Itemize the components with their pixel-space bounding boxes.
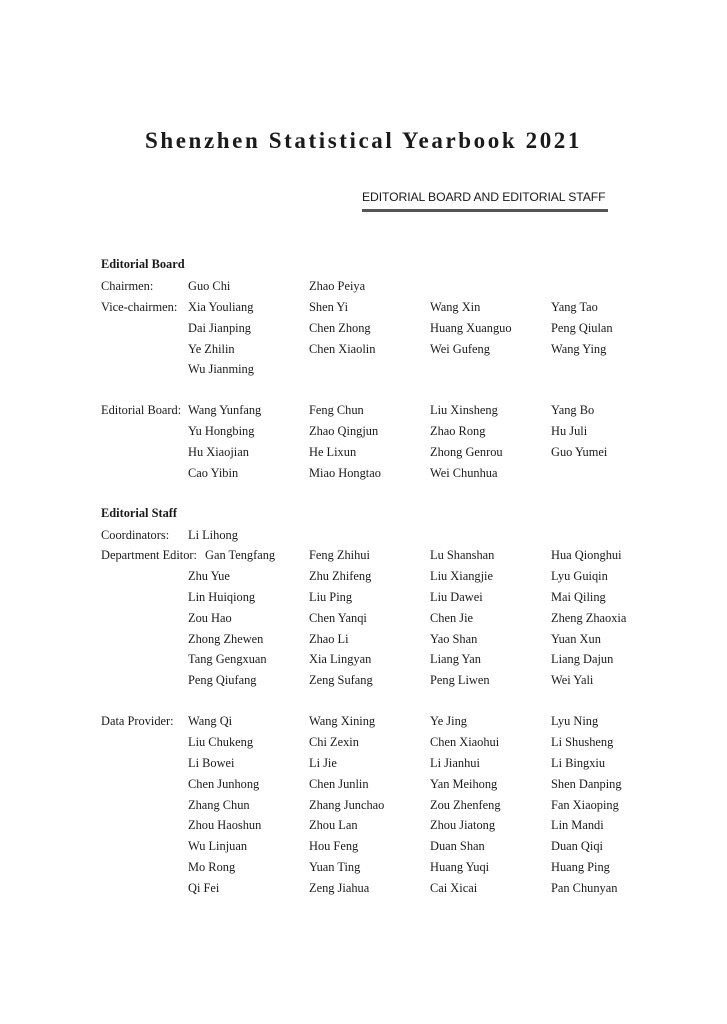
department-editor-name: Gan Tengfang [205,548,276,562]
editorial-board-row [0,424,727,444]
chairmen-label: Chairmen: [101,279,154,293]
board-member-name: Feng Chun [309,403,364,417]
page-subtitle: EDITORIAL BOARD AND EDITORIAL STAFF [362,190,606,204]
data-provider-name: Huang Yuqi [430,860,490,874]
department-editor-name: Zou Hao [188,611,232,625]
data-provider-name: Zhang Junchao [309,798,385,812]
data-provider-row [0,756,727,776]
vice-chairmen-row [0,300,727,320]
department-editor-row [0,673,727,693]
vice-chairman-name: Chen Xiaolin [309,342,376,356]
vice-chairman-name: Shen Yi [309,300,349,314]
data-provider-name: Lin Mandi [551,818,604,832]
department-editor-row [0,652,727,672]
vice-chairman-name: Wang Ying [551,342,607,356]
board-member-name: Yang Bo [551,403,595,417]
board-member-name: Miao Hongtao [309,466,381,480]
department-editor-name: Liu Dawei [430,590,483,604]
data-provider-row [0,839,727,859]
department-editor-name: Peng Liwen [430,673,490,687]
data-provider-row [0,714,727,734]
department-editor-name: Liang Yan [430,652,481,666]
board-member-name: Yu Hongbing [188,424,255,438]
board-member-name: Zhao Qingjun [309,424,379,438]
vice-chairman-name: Peng Qiulan [551,321,613,335]
department-editor-name: Hua Qionghui [551,548,622,562]
data-provider-name: Chen Xiaohui [430,735,500,749]
department-editor-name: Lin Huiqiong [188,590,256,604]
data-provider-name: Qi Fei [188,881,220,895]
vice-chairman-name: Wei Gufeng [430,342,490,356]
vice-chairman-name: Huang Xuanguo [430,321,512,335]
data-provider-row [0,735,727,755]
department-editor-name: Zeng Sufang [309,673,373,687]
data-provider-name: Li Shusheng [551,735,614,749]
data-provider-name: Zhou Jiatong [430,818,496,832]
board-member-name: Wei Chunhua [430,466,498,480]
chairman-name: Guo Chi [188,279,231,293]
data-provider-name: Huang Ping [551,860,610,874]
department-editor-name: Lyu Guiqin [551,569,608,583]
data-provider-label: Data Provider: [101,714,174,728]
department-editor-name: Feng Zhihui [309,548,370,562]
data-provider-name: Li Bowei [188,756,235,770]
department-editor-name: Liang Dajun [551,652,614,666]
department-editor-name: Mai Qiling [551,590,606,604]
data-provider-name: Duan Shan [430,839,485,853]
data-provider-name: Zhou Lan [309,818,358,832]
data-provider-name: Zhang Chun [188,798,250,812]
data-provider-name: Chen Junlin [309,777,369,791]
data-provider-row [0,860,727,880]
vice-chairman-name: Wu Jianming [188,362,254,376]
board-member-name: Zhong Genrou [430,445,503,459]
vice-chairman-name: Chen Zhong [309,321,371,335]
data-provider-name: Chen Junhong [188,777,260,791]
data-provider-name: Liu Chukeng [188,735,254,749]
data-provider-name: Shen Danping [551,777,622,791]
data-provider-row [0,798,727,818]
vice-chairman-name: Dai Jianping [188,321,251,335]
data-provider-name: Wu Linjuan [188,839,248,853]
department-editor-row [0,632,727,652]
chairmen-row [0,279,727,299]
data-provider-name: Duan Qiqi [551,839,603,853]
editorial-staff-heading: Editorial Staff [101,506,178,520]
department-editor-name: Zhu Yue [188,569,230,583]
department-editor-name: Peng Qiufang [188,673,257,687]
department-editor-label: Department Editor: [101,548,197,562]
department-editor-row [0,590,727,610]
data-provider-name: Wang Xining [309,714,376,728]
department-editor-name: Zheng Zhaoxia [551,611,627,625]
data-provider-name: Li Jie [309,756,337,770]
data-provider-name: Pan Chunyan [551,881,618,895]
vice-chairmen-row [0,342,727,362]
subtitle-underline [362,209,608,212]
board-member-name: Wang Yunfang [188,403,262,417]
chairman-name: Zhao Peiya [309,279,366,293]
data-provider-name: Wang Qi [188,714,233,728]
board-member-name: Zhao Rong [430,424,486,438]
department-editor-name: Yuan Xun [551,632,601,646]
data-provider-name: Cai Xicai [430,881,478,895]
data-provider-row [0,777,727,797]
vice-chairman-name: Xia Youliang [188,300,254,314]
department-editor-name: Xia Lingyan [309,652,372,666]
data-provider-name: Zhou Haoshun [188,818,262,832]
editorial-board-row [0,445,727,465]
department-editor-name: Zhao Li [309,632,349,646]
department-editor-name: Liu Xiangjie [430,569,493,583]
department-editor-row [0,548,727,568]
coordinator-name: Li Lihong [188,528,238,542]
data-provider-name: Lyu Ning [551,714,599,728]
department-editor-name: Zhu Zhifeng [309,569,372,583]
page-title: Shenzhen Statistical Yearbook 2021 [144,128,583,153]
vice-chairmen-label: Vice-chairmen: [101,300,178,314]
data-provider-name: Ye Jing [430,714,467,728]
vice-chairman-name: Yang Tao [551,300,598,314]
department-editor-name: Liu Ping [309,590,353,604]
data-provider-name: Fan Xiaoping [551,798,619,812]
coordinators-label: Coordinators: [101,528,170,542]
data-provider-name: Chi Zexin [309,735,359,749]
department-editor-row [0,569,727,589]
vice-chairmen-row [0,321,727,341]
board-member-name: Cao Yibin [188,466,239,480]
vice-chairman-name: Wang Xin [430,300,481,314]
data-provider-row [0,818,727,838]
data-provider-name: Li Bingxiu [551,756,606,770]
department-editor-name: Yao Shan [430,632,478,646]
coordinators-row [0,528,727,548]
data-provider-name: Li Jianhui [430,756,480,770]
board-member-name: Liu Xinsheng [430,403,498,417]
board-member-name: Hu Juli [551,424,588,438]
vice-chairman-name: Ye Zhilin [188,342,235,356]
department-editor-row [0,611,727,631]
board-member-name: Guo Yumei [551,445,608,459]
department-editor-name: Tang Gengxuan [188,652,267,666]
editorial-board-heading: Editorial Board [101,257,185,271]
data-provider-row [0,881,727,901]
data-provider-name: Zou Zhenfeng [430,798,501,812]
board-member-name: He Lixun [309,445,357,459]
department-editor-name: Chen Jie [430,611,474,625]
editorial-board-row [0,403,727,423]
department-editor-name: Chen Yanqi [309,611,367,625]
data-provider-name: Zeng Jiahua [309,881,370,895]
editorial-board-row [0,466,727,486]
board-member-name: Hu Xiaojian [188,445,249,459]
vice-chairmen-row [0,362,727,382]
data-provider-name: Hou Feng [309,839,359,853]
editorial-board-label: Editorial Board: [101,403,182,417]
data-provider-name: Mo Rong [188,860,236,874]
department-editor-name: Zhong Zhewen [188,632,264,646]
department-editor-name: Wei Yali [551,673,594,687]
data-provider-name: Yuan Ting [309,860,361,874]
department-editor-name: Lu Shanshan [430,548,495,562]
data-provider-name: Yan Meihong [430,777,498,791]
